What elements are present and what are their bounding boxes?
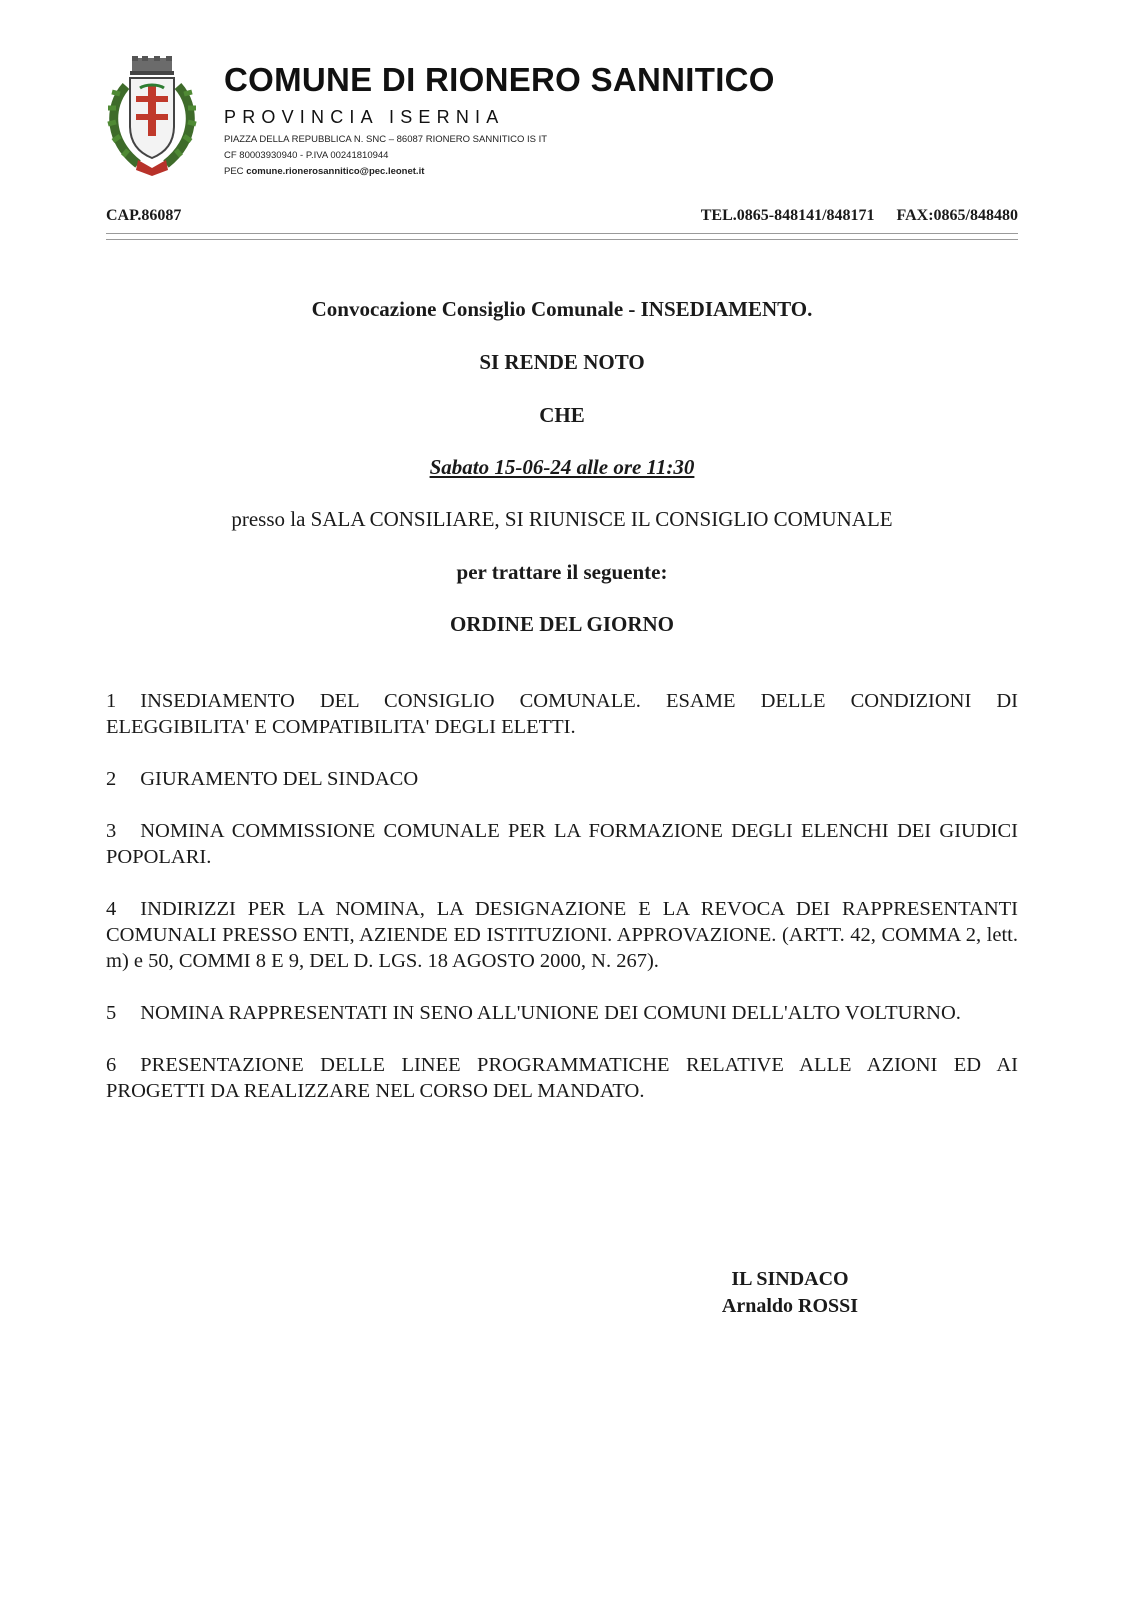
agenda-heading: ORDINE DEL GIORNO: [449, 612, 675, 636]
agenda-list: [106, 688, 1018, 1130]
phone-fax: [701, 207, 1018, 225]
agenda-item-number: 5: [106, 1002, 117, 1024]
agenda-item-number: 3: [106, 820, 117, 842]
agenda-item: [106, 896, 1018, 974]
agenda-item-number: 6: [106, 1054, 117, 1076]
letterhead-text: [224, 60, 775, 180]
pec-line: [224, 164, 775, 180]
municipality-title: COMUNE DI RIONERO SANNITICO: [224, 61, 775, 98]
municipal-coat-of-arms-icon: [106, 56, 198, 178]
signature-role: IL SINDACO: [731, 1268, 849, 1290]
agenda-item-number: 1: [106, 690, 117, 712]
notice-announcement: SI RENDE NOTO: [479, 350, 645, 374]
agenda-item-text: INSEDIAMENTO DEL CONSIGLIO COMUNALE. ESAME DELLE CONDIZIONI DI ELEGGIBILITA' E COMPATIBILITA' DEGLI ELETTI.: [106, 690, 1018, 738]
agenda-item-text: GIURAMENTO DEL SINDACO: [140, 768, 419, 790]
province-line: PROVINCIA ISERNIA: [224, 107, 505, 127]
signature-name: Arnaldo ROSSI: [721, 1295, 859, 1317]
agenda-item: [106, 1052, 1018, 1104]
agenda-item-text: INDIRIZZI PER LA NOMINA, LA DESIGNAZIONE E LA REVOCA DEI RAPPRESENTANTI COMUNALI PRESSO ENTI, AZIENDE ED ISTITUZIONI. APPROVAZIONE. (ARTT. 42, COMMA 2, lett. m) e 50, COMMI 8 E 9, DEL D. LGS. 18 AGOSTO 2000, N. 267).: [106, 898, 1018, 972]
phone-number: TEL.0865-848141/848171: [700, 207, 875, 224]
address-line: PIAZZA DELLA REPUBBLICA N. SNC – 86087 RIONERO SANNITICO IS IT: [224, 134, 548, 145]
meeting-location: presso la SALA CONSILIARE, SI RIUNISCE IL CONSIGLIO COMUNALE: [231, 507, 893, 531]
tax-codes-line: CF 80003930940 - P.IVA 00241810944: [224, 150, 389, 161]
pec-address: comune.rionerosannitico@pec.leonet.it: [246, 166, 425, 177]
agenda-item-text: PRESENTAZIONE DELLE LINEE PROGRAMMATICHE RELATIVE ALLE AZIONI ED AI PROGETTI DA REALIZZARE NEL CORSO DEL MANDATO.: [106, 1054, 1018, 1102]
signature-block: [700, 1266, 880, 1320]
agenda-item-number: 2: [106, 768, 117, 790]
agenda-item-text: NOMINA COMMISSIONE COMUNALE PER LA FORMAZIONE DEGLI ELENCHI DEI GIUDICI POPOLARI.: [106, 820, 1018, 868]
agenda-item: [106, 1000, 1018, 1026]
notice-che: CHE: [539, 403, 585, 427]
letterhead: [106, 56, 1026, 186]
fax-number: FAX:0865/848480: [896, 207, 1018, 224]
meeting-date-text: Sabato 15-06-24 alle ore 11:30: [429, 455, 695, 479]
postal-code: CAP.86087: [106, 207, 182, 224]
pec-label: PEC: [224, 166, 244, 177]
agenda-item-text: NOMINA RAPPRESENTATI IN SENO ALL'UNIONE DEI COMUNI DELL'ALTO VOLTURNO.: [140, 1002, 961, 1024]
contacts-row: [106, 207, 1018, 227]
agenda-item-number: 4: [106, 898, 117, 920]
agenda-item: [106, 688, 1018, 740]
header-divider: [106, 233, 1018, 240]
meeting-date: [106, 455, 1018, 480]
notice-subject: Convocazione Consiglio Comunale - INSEDIAMENTO.: [311, 297, 813, 321]
agenda-item: [106, 766, 1018, 792]
agenda-intro: per trattare il seguente:: [456, 560, 668, 584]
agenda-item: [106, 818, 1018, 870]
